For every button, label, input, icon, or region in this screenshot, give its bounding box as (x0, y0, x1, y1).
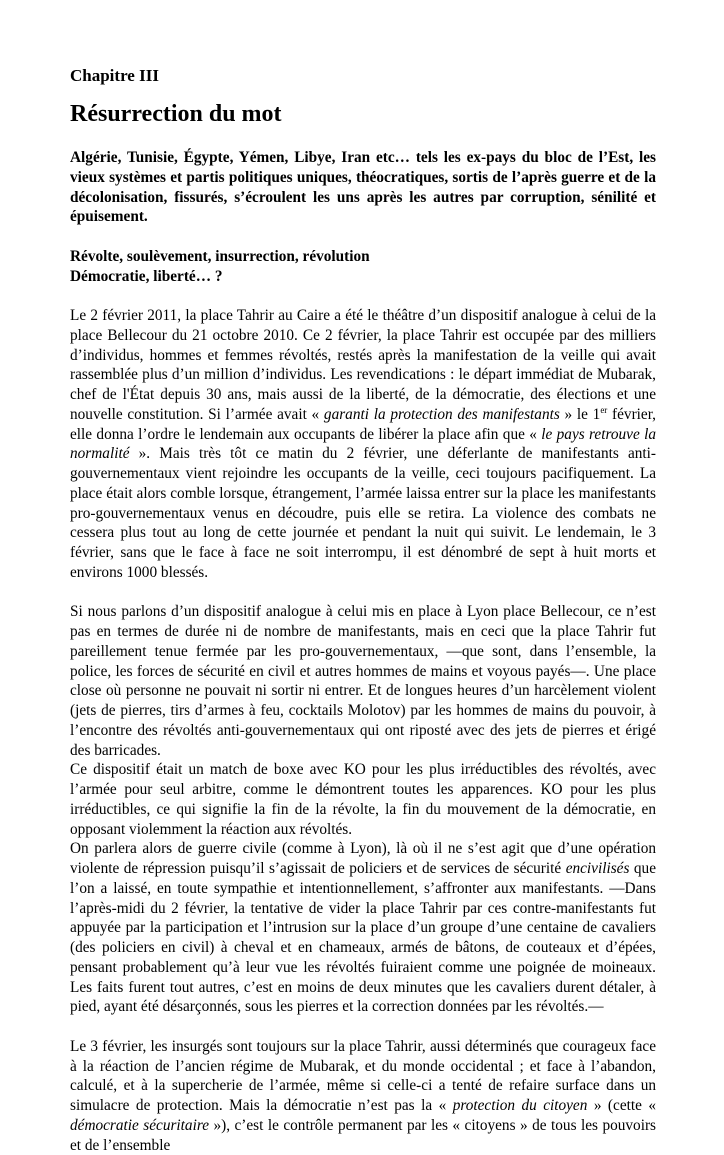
text-run: » (cette « (587, 1097, 656, 1114)
text-run: février, elle donna l’ordre le lendemain aux occupants de libérer la place afin que « (70, 405, 657, 443)
italic-quote: garanti la protection des manifestants (323, 405, 560, 423)
document-body (70, 148, 656, 1155)
paragraph-2: Si nous parlons d’un dispositif analogue à celui mis en place à Lyon place Bellecour, ce n’est pas en termes de durée ni de nombre de manifestants, mais en ceci que la place Tahrir fut pareillement tenue fermée par les pro-gouvernementaux, —que sont, dans l’ensemble, la police, les forces de sécurité en civil et autres hommes de mains et voyous payés—. Une place close où personne ne pouvait ni sortir ni entrer. Et de longues heures d’un harcèlement violent (jets de pierres, tirs d’armes à feu, cocktails Molotov) par les hommes de mains du pouvoir, à l’encontre des révoltés anti-gouvernementaux qui ont riposté avec des jets de pierres et érigé des barricades. (70, 603, 656, 759)
paragraph-3: Ce dispositif était un match de boxe avec KO pour les plus irréductibles des révoltés, avec l’armée pour seul arbitre, comme le démontrent toutes les apparences. KO pour les plus irréductibles, ce qui signifie la fin de la révolte, la fin du mouvement de la démocratie, en opposant violemment la réaction aux révoltés. (70, 761, 656, 838)
paragraph-5 (70, 1037, 656, 1155)
italic-quote: protection du citoyen (452, 1097, 588, 1114)
chapter-label: Chapitre III (70, 66, 159, 85)
subheading-1: Révolte, soulèvement, insurrection, révolution (70, 247, 370, 265)
paragraph-4 (70, 839, 656, 1017)
superscript: er (600, 404, 608, 415)
spacer (70, 227, 656, 247)
text-run: » le 1 (559, 405, 601, 423)
text-run: On parlera alors de guerre civile (comme à Lyon), là où il ne s’est agit que d’une opération violente de répression puisqu’il s’agissait de policiers et de services de sécurité (70, 840, 656, 877)
lead-paragraph: Algérie, Tunisie, Égypte, Yémen, Libye, Iran etc… tels les ex-pays du bloc de l’Est, les vieux systèmes et partis politiques uniques, théocratiques, sortis de l’après guerre et de la décolonisation, fissurés, s’écroulent les uns après les autres par corruption, sénilité et épuisement. (70, 149, 656, 226)
spacer (70, 286, 656, 306)
spacer (70, 583, 656, 603)
chapter-title: Résurrection du mot (70, 101, 282, 127)
italic-quote: le pays retrouve la normalité (70, 425, 656, 463)
text-run: »), c’est le contrôle permanent par les « citoyens » de tous les pouvoirs et de l’ensemble (70, 1116, 656, 1154)
subheading-2: Démocratie, liberté… ? (70, 267, 223, 285)
text-run: que l’on a laissé, en toute sympathie et intentionnellement, s’affronter aux manifestants. —Dans l’après-midi du 2 février, la tentative de vider la place Tahrir par ces contre-manifestants fut appuyée par la participation et l’intrusion sur la place d’un groupe d’une centaine de cavaliers (des policiers en civil) à cheval et en chameaux, armés de bâtons, de couteaux et d’épées, pensant probablement qu’à leur vue les révoltés fuiraient comme une poignée de moineaux. Les faits furent tout autres, c’est en moins de deux minutes que les cavaliers durent détaler, à pied, ayant été désarçonnés, sous les pierres et la correction données par les révoltés.— (70, 860, 656, 1016)
text-run: Le 3 février, les insurgés sont toujours sur la place Tahrir, aussi déterminés que courageux face à la réaction de l’ancien régime de Mubarak, et du monde occidental ; et face à l’abandon, calculé, et à la supercherie de l’armée, même si celle-ci a tenté de refaire surface dans un simulacre de protection. Mais la démocratie n’est pas la « (70, 1037, 656, 1114)
text-run: Le 2 février 2011, la place Tahrir au Caire a été le théâtre d’un dispositif analogue à celui de la place Bellecour du 21 octobre 2010. Ce 2 février, la place Tahrir est occupée par des milliers d’individus, hommes et femmes révoltés, restés après la manifestation de la veille qui avait rassemblée plus d’un million d’individus. Les revendications : le départ immédiat de Mubarak, chef de l'État depuis 30 ans, mais aussi de la liberté, de la démocratie, des élections et une nouvelle constitution. Si l’armée avait « (70, 307, 656, 423)
paragraph-1 (70, 306, 656, 583)
text-run: ». Mais très tôt ce matin du 2 février, une déferlante de manifestants anti-gouvernementaux vient rejoindre les occupants de la veille, ceci toujours pacifiquement. La place était alors comble lorsque, étrangement, l’armée laissa entrer sur la place les manifestants pro-gouvernementaux venus en découdre, puis elle se retira. La violence des combats ne cessera plus tout au long de cette journée et pendant la nuit qui suivit. Le lendemain, le 3 février, sans que le face à face ne soit interrompu, il est dénombré de sept à huit morts et environs 1000 blessés. (70, 445, 656, 581)
italic-quote: démocratie sécuritaire (70, 1116, 209, 1134)
spacer (70, 1017, 656, 1037)
italic-word: encivilisés (565, 860, 630, 877)
